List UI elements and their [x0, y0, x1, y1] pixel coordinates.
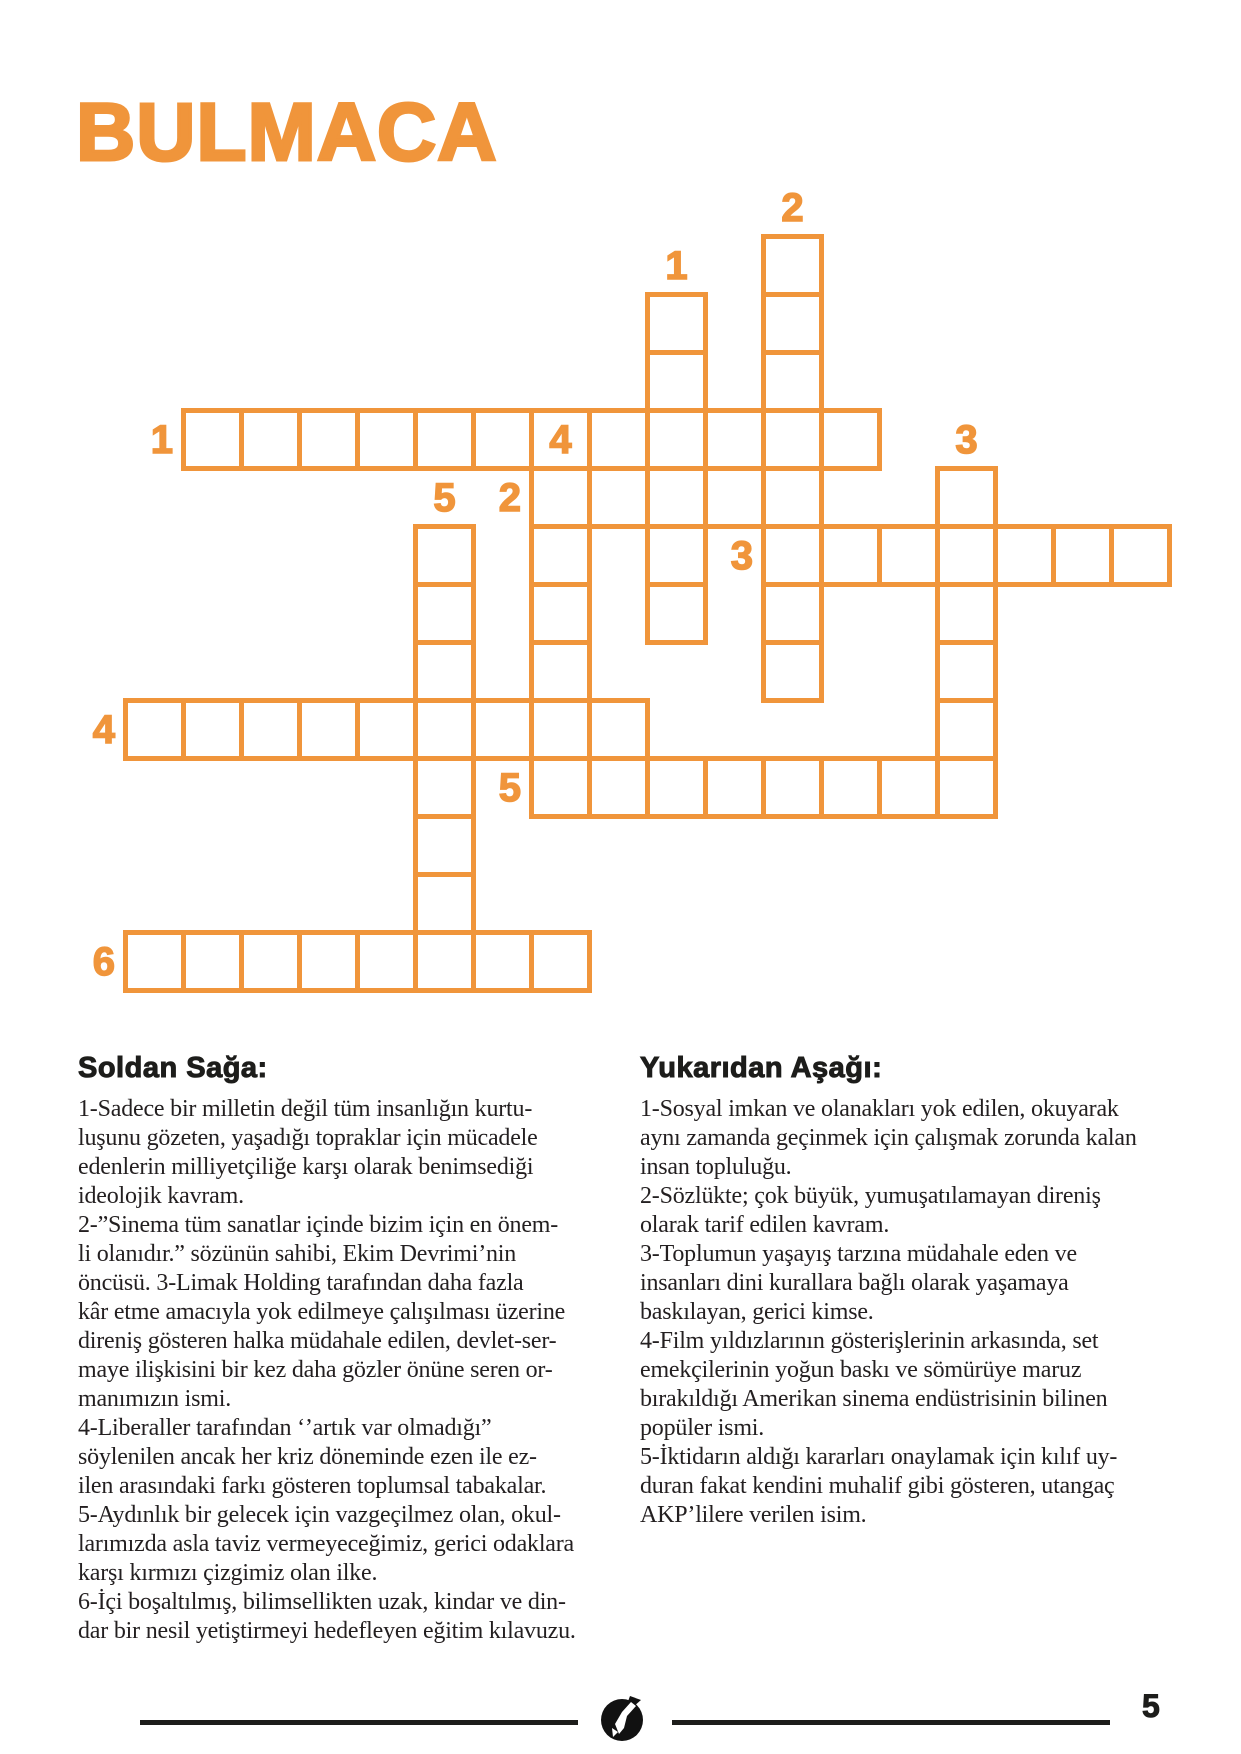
crossword-cell	[186, 413, 239, 466]
clue-line: maye ilişkisini bir kez daha gözler önüne seren or-	[78, 1357, 553, 1383]
crossword-cell	[819, 413, 877, 466]
clue-line: söylenilen ancak her kriz döneminde ezen ile ez-	[78, 1444, 537, 1470]
crossword-cell	[645, 761, 703, 814]
across-1-label: 1	[150, 418, 173, 462]
down-5-label: 5	[433, 476, 456, 520]
crossword-cell	[534, 524, 587, 582]
crossword-cell	[534, 640, 587, 698]
clue-line: 3-Toplumun yaşayış tarzına müdahale eden ve	[640, 1241, 1077, 1267]
clue-line: baskılayan, gerici kimse.	[640, 1299, 874, 1325]
crossword-cell	[703, 761, 761, 814]
down-clues-text	[640, 1095, 1155, 1530]
page-number: 5	[1142, 1688, 1160, 1724]
across-3-label: 3	[730, 534, 753, 578]
crossword-cell	[650, 524, 703, 582]
clue-line: popüler ismi.	[640, 1415, 765, 1441]
footer-rule-left	[140, 1720, 578, 1725]
crossword-cell	[587, 761, 645, 814]
crossword-cell	[413, 413, 471, 466]
crossword-cell	[819, 529, 877, 582]
crossword-cell	[534, 471, 587, 524]
crossword-cell	[650, 297, 703, 350]
clue-line: edenlerin milliyetçiliğe karşı olarak benimsediği	[78, 1154, 534, 1180]
crossword-cell	[239, 413, 297, 466]
clue-line: olarak tarif edilen kavram.	[640, 1212, 890, 1238]
across-clues-column	[78, 1052, 593, 1646]
clue-line: öncüsü. 3-Limak Holding tarafından daha fazla	[78, 1270, 524, 1296]
across-clues-text	[78, 1095, 593, 1646]
crossword-cell	[940, 582, 993, 640]
across-clues-heading: Soldan Sağa:	[78, 1052, 268, 1084]
crossword-cell	[650, 408, 703, 466]
down-4-word	[529, 466, 592, 819]
crossword-cell	[766, 350, 819, 408]
across-5-word	[529, 756, 998, 819]
crossword-cell	[418, 930, 471, 988]
clue-line: ideolojik kavram.	[78, 1183, 244, 1209]
crossword-cell	[297, 703, 355, 756]
crossword-cell	[587, 413, 645, 466]
clue-line: bırakıldığı Amerikan sinema endüstrisinin bilinen	[640, 1386, 1108, 1412]
clue-line: manımızın ismi.	[78, 1386, 231, 1412]
down-4-label: 4	[549, 418, 572, 462]
clue-line: 4-Film yıldızlarının gösterişlerinin arkasında, set	[640, 1328, 1099, 1354]
clue-line: 1-Sadece bir milletin değil tüm insanlığın kurtu-	[78, 1096, 533, 1122]
crossword-cell	[355, 703, 413, 756]
clue-line: karşı kırmızı çizgimiz olan ilke.	[78, 1560, 378, 1586]
across-6-label: 6	[92, 940, 115, 984]
crossword-cell	[418, 582, 471, 640]
across-6-word	[123, 930, 592, 993]
crossword-cell	[761, 761, 819, 814]
clue-line: 4-Liberaller tarafından ‘’artık var olmadığı”	[78, 1415, 492, 1441]
crossword-cell	[766, 239, 819, 292]
crossword-cell	[940, 756, 993, 814]
crossword-cell	[128, 935, 181, 988]
down-2-label: 2	[781, 186, 804, 230]
down-5-word	[413, 524, 476, 993]
down-3-word	[935, 466, 998, 819]
footer-rule-right	[672, 1720, 1110, 1725]
clue-line: emekçilerinin yoğun baskı ve sömürüye maruz	[640, 1357, 1082, 1383]
clue-line: insan topluluğu.	[640, 1154, 792, 1180]
crossword-cell	[587, 471, 645, 524]
crossword-cell	[1109, 529, 1167, 582]
down-clues-heading: Yukarıdan Aşağı:	[640, 1052, 883, 1084]
crossword-cell	[819, 761, 877, 814]
down-1-word	[645, 292, 708, 645]
clue-line: 2-”Sinema tüm sanatlar içinde bizim için en önem-	[78, 1212, 559, 1238]
across-4-label: 4	[92, 708, 115, 752]
crossword-cell	[471, 935, 529, 988]
clue-line: duran fakat kendini muhalif gibi gösteren, utangaç	[640, 1473, 1115, 1499]
crossword-cell	[940, 640, 993, 698]
bird-circle-logo-icon	[600, 1694, 646, 1744]
crossword-cell	[534, 698, 587, 756]
crossword-cell	[418, 756, 471, 814]
crossword-cell	[877, 761, 935, 814]
crossword-cell	[418, 529, 471, 582]
clue-line: kâr etme amacıyla yok edilmeye çalışılması üzerine	[78, 1299, 566, 1325]
crossword-cell	[766, 408, 819, 466]
clue-line: aynı zamanda geçinmek için çalışmak zorunda kalan	[640, 1125, 1137, 1151]
crossword-cell	[355, 413, 413, 466]
clue-line: dar bir nesil yetiştirmeyi hedefleyen eğitim kılavuzu.	[78, 1618, 576, 1644]
crossword-cell	[766, 292, 819, 350]
across-2-label: 2	[498, 476, 521, 520]
down-2-word	[761, 234, 824, 703]
down-3-label: 3	[955, 418, 978, 462]
crossword-cell	[940, 698, 993, 756]
clue-line: 2-Sözlükte; çok büyük, yumuşatılamayan direniş	[640, 1183, 1101, 1209]
crossword-cell	[128, 703, 181, 756]
down-1-label: 1	[665, 244, 688, 288]
crossword-cell	[471, 413, 529, 466]
clue-line: 5-Aydınlık bir gelecek için vazgeçilmez olan, okul-	[78, 1502, 561, 1528]
crossword-cell	[650, 466, 703, 524]
crossword-cell	[766, 524, 819, 582]
across-5-label: 5	[498, 766, 521, 810]
clue-line: li olanıdır.” sözünün sahibi, Ekim Devrimi’nin	[78, 1241, 517, 1267]
clue-line: insanları dini kurallara bağlı olarak yaşamaya	[640, 1270, 1069, 1296]
clue-line: ilen arasındaki farkı gösteren toplumsal tabakalar.	[78, 1473, 547, 1499]
crossword-cell	[587, 703, 645, 756]
crossword-cell	[766, 466, 819, 524]
crossword-cell	[181, 935, 239, 988]
crossword-cell	[650, 582, 703, 640]
crossword-cell	[418, 640, 471, 698]
crossword-cell	[650, 350, 703, 408]
crossword-cell	[239, 935, 297, 988]
crossword-cell	[529, 935, 587, 988]
crossword-cell	[703, 413, 761, 466]
page-title: BULMACA	[76, 87, 498, 178]
clue-line: 6-İçi boşaltılmış, bilimsellikten uzak, kindar ve din-	[78, 1589, 566, 1615]
clue-line: direniş gösteren halka müdahale edilen, devlet-ser-	[78, 1328, 557, 1354]
crossword-cell	[940, 471, 993, 524]
crossword-cell	[993, 529, 1051, 582]
clue-line: AKP’lilere verilen isim.	[640, 1502, 867, 1528]
crossword-cell	[534, 756, 587, 814]
clue-line: luşunu gözeten, yaşadığı topraklar için mücadele	[78, 1125, 538, 1151]
crossword-cell	[534, 582, 587, 640]
crossword-cell	[181, 703, 239, 756]
crossword-cell	[297, 413, 355, 466]
crossword-cell	[239, 703, 297, 756]
down-clues-column	[640, 1052, 1155, 1530]
crossword-cell	[418, 814, 471, 872]
clue-line: larımızda asla taviz vermeyeceğimiz, gerici odaklara	[78, 1531, 575, 1557]
crossword-cell	[297, 935, 355, 988]
crossword-cell	[1051, 529, 1109, 582]
clue-line: 5-İktidarın aldığı kararları onaylamak için kılıf uy-	[640, 1444, 1118, 1470]
crossword-cell	[471, 703, 529, 756]
crossword-cell	[703, 471, 761, 524]
crossword-cell	[766, 640, 819, 698]
crossword-cell	[877, 529, 935, 582]
crossword-cell	[355, 935, 413, 988]
crossword-cell	[766, 582, 819, 640]
crossword-cell	[418, 872, 471, 930]
crossword-cell	[940, 524, 993, 582]
crossword-cell	[418, 698, 471, 756]
clue-line: 1-Sosyal imkan ve olanakları yok edilen, okuyarak	[640, 1096, 1119, 1122]
